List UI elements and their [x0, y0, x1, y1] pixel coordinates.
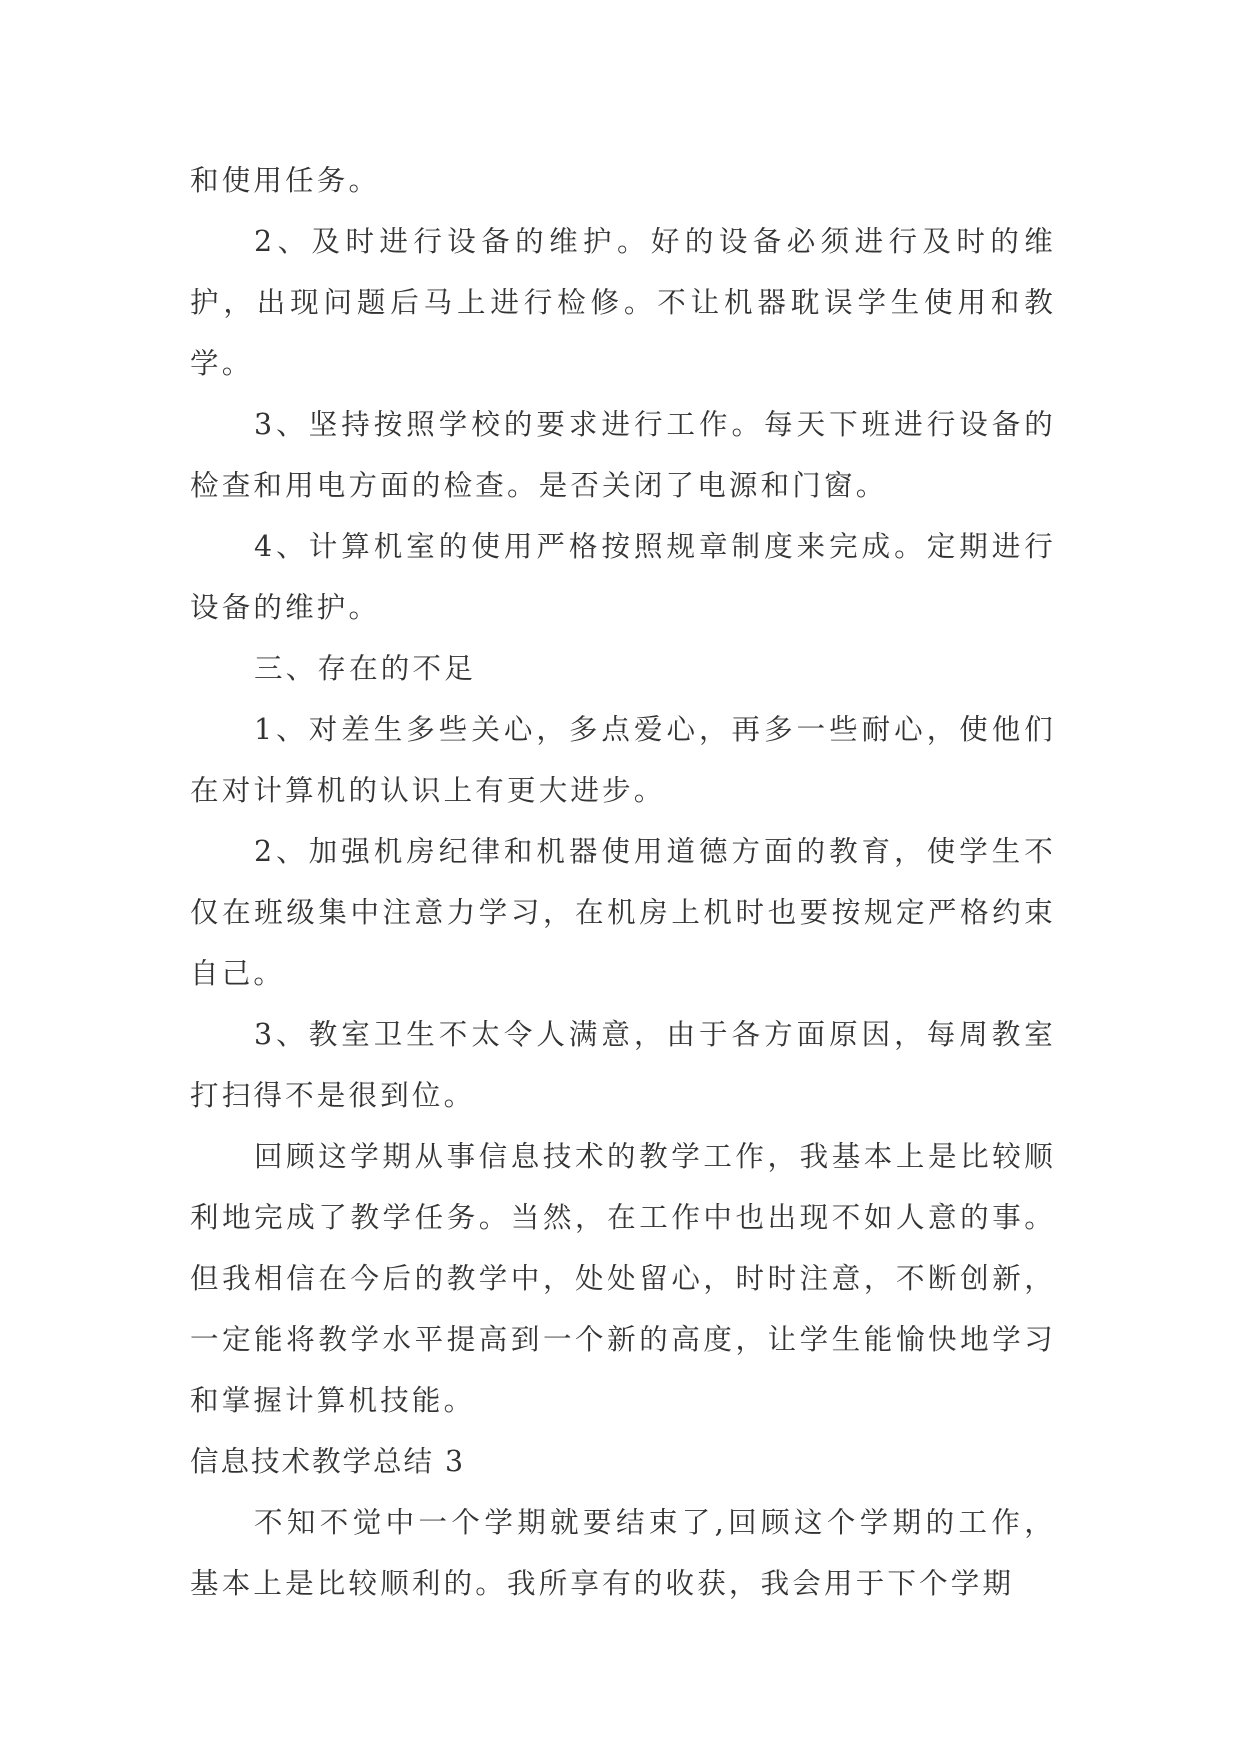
paragraph-section-3-intro: 不知不觉中一个学期就要结束了,回顾这个学期的工作，基本上是比较顺利的。我所享有的收获，我会用于下个学期 — [190, 1506, 1056, 1600]
section-heading-shortcomings: 三、存在的不足 — [254, 652, 476, 685]
paragraph-continuation: 和使用任务。 — [190, 164, 381, 197]
document-body — [190, 150, 1056, 1614]
paragraph-item-3-school-requirements: 3、坚持按照学校的要求进行工作。每天下班进行设备的检查和用电方面的检查。是否关闭了电源和门窗。 — [190, 408, 1056, 502]
section-title: 信息技术教学总结 3 — [190, 1445, 466, 1478]
paragraph-item-2-maintenance: 2、及时进行设备的维护。好的设备必须进行及时的维护，出现问题后马上进行检修。不让机器耽误学生使用和教学。 — [190, 225, 1056, 380]
paragraph-shortcoming-3: 3、教室卫生不太令人满意，由于各方面原因，每周教室打扫得不是很到位。 — [190, 1018, 1056, 1112]
paragraph-shortcoming-2: 2、加强机房纪律和机器使用道德方面的教育，使学生不仅在班级集中注意力学习，在机房上机时也要按规定严格约束自己。 — [190, 835, 1056, 990]
paragraph-conclusion: 回顾这学期从事信息技术的教学工作，我基本上是比较顺利地完成了教学任务。当然，在工作中也出现不如人意的事。但我相信在今后的教学中，处处留心，时时注意，不断创新，一定能将教学水平提高到一个新的高度，让学生能愉快地学习和掌握计算机技能。 — [190, 1140, 1056, 1417]
paragraph-item-4-lab-rules: 4、计算机室的使用严格按照规章制度来完成。定期进行设备的维护。 — [190, 530, 1056, 624]
paragraph-shortcoming-1: 1、对差生多些关心，多点爱心，再多一些耐心，使他们在对计算机的认识上有更大进步。 — [190, 713, 1056, 807]
